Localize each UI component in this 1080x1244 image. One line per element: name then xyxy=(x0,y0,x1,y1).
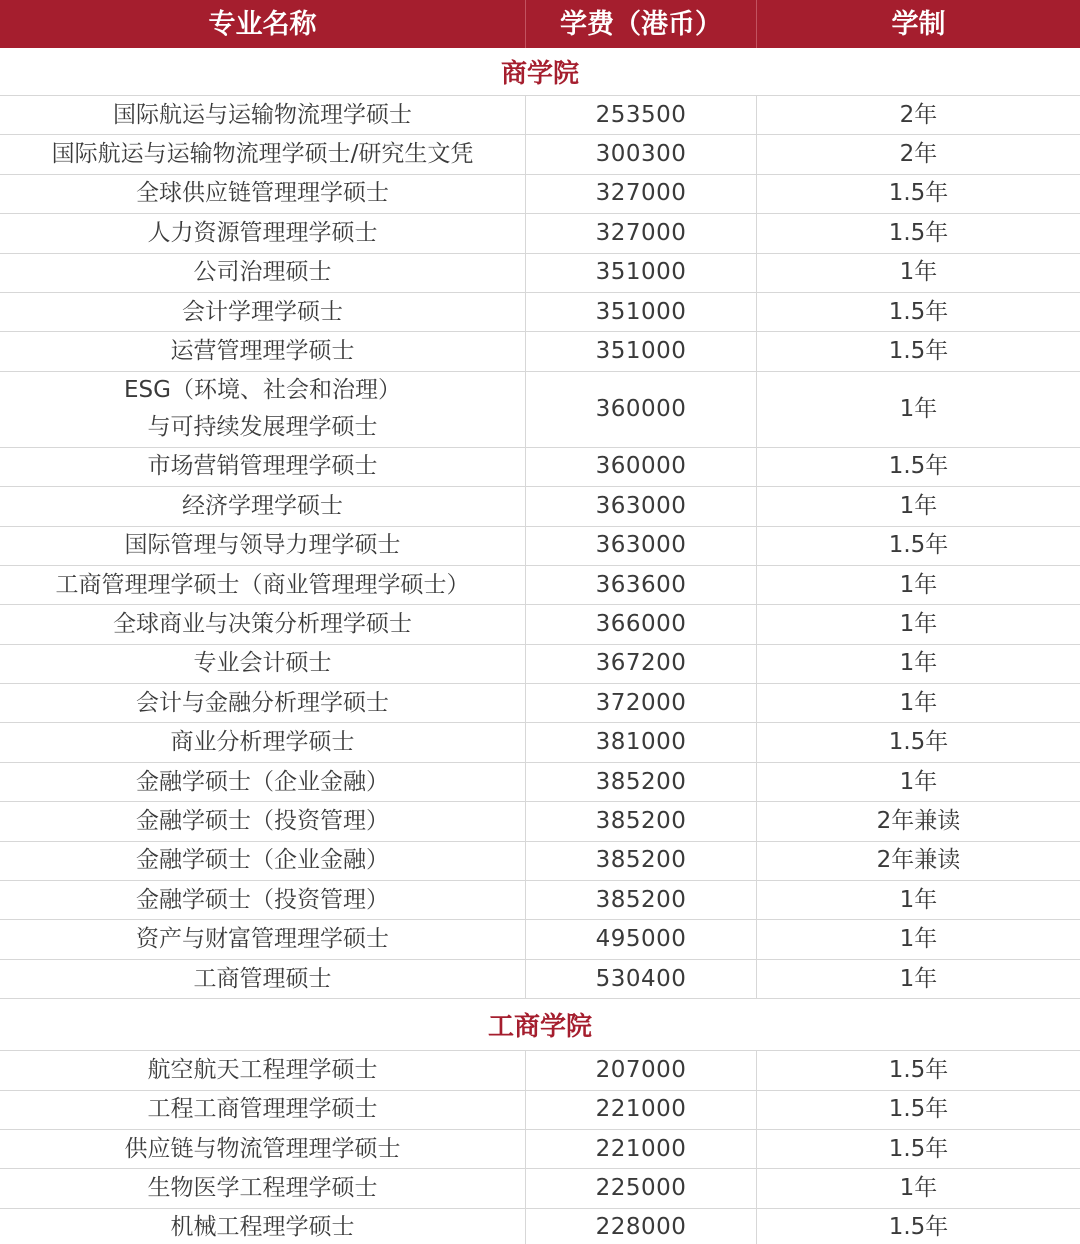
duration-cell: 1.5年 xyxy=(888,219,949,246)
program-name-cell: 经济学理学硕士 xyxy=(0,487,526,525)
table-row xyxy=(0,605,1080,644)
program-name-cell: 公司治理硕士 xyxy=(0,254,526,292)
program-name-cell: 机械工程理学硕士 xyxy=(0,1209,526,1244)
duration-cell: 1.5年 xyxy=(888,453,949,480)
duration-cell: 1年 xyxy=(899,571,938,598)
duration-cell: 1.5年 xyxy=(888,1135,949,1162)
program-name-cell: 会计学理学硕士 xyxy=(0,293,526,331)
tuition-fee-cell: 228000 xyxy=(526,1209,757,1244)
table-row xyxy=(0,332,1080,371)
tuition-fee-cell: 367200 xyxy=(526,645,757,683)
program-name-cell: 全球供应链管理理学硕士 xyxy=(0,175,526,213)
table-row xyxy=(0,293,1080,332)
duration-cell: 1年 xyxy=(899,492,938,519)
program-name-cell: 金融学硕士（企业金融） xyxy=(0,763,526,801)
table-row xyxy=(0,842,1080,881)
program-name-cell: 全球商业与决策分析理学硕士 xyxy=(0,605,526,643)
tuition-fee-cell: 360000 xyxy=(526,448,757,486)
tuition-fee-cell: 253500 xyxy=(526,96,757,134)
duration-cell: 1年 xyxy=(899,965,938,992)
duration-cell: 2年 xyxy=(899,101,938,128)
duration-cell: 1年 xyxy=(899,768,938,795)
program-name-cell: 工商管理理学硕士（商业管理理学硕士） xyxy=(0,566,526,604)
duration-cell: 1.5年 xyxy=(888,1214,949,1241)
duration-cell: 1年 xyxy=(899,886,938,913)
header-tuition-fee: 学费（港币） xyxy=(526,0,757,48)
tuition-fee-cell: 363000 xyxy=(526,527,757,565)
tuition-fee-cell: 327000 xyxy=(526,214,757,252)
table-row xyxy=(0,135,1080,174)
table-row xyxy=(0,1169,1080,1208)
table-row xyxy=(0,723,1080,762)
tuition-fee-cell: 385200 xyxy=(526,763,757,801)
tuition-fee-cell: 221000 xyxy=(526,1091,757,1129)
table-row xyxy=(0,1130,1080,1169)
tuition-fee-cell: 225000 xyxy=(526,1169,757,1207)
duration-cell: 1.5年 xyxy=(888,1056,949,1083)
table-row xyxy=(0,881,1080,920)
program-name-cell xyxy=(0,372,526,447)
table-header xyxy=(0,0,1080,48)
table-row xyxy=(0,448,1080,487)
tuition-fee-cell: 351000 xyxy=(526,293,757,331)
program-name-cell: 人力资源管理理学硕士 xyxy=(0,214,526,252)
tuition-fee-cell: 385200 xyxy=(526,842,757,880)
table-row xyxy=(0,96,1080,135)
duration-cell: 1.5年 xyxy=(888,1096,949,1123)
section-title: 商学院 xyxy=(0,48,1080,96)
table-row xyxy=(0,684,1080,723)
table-row xyxy=(0,763,1080,802)
duration-cell: 1.5年 xyxy=(888,532,949,559)
program-name-cell: 生物医学工程理学硕士 xyxy=(0,1169,526,1207)
table-row xyxy=(0,645,1080,684)
duration-cell: 1.5年 xyxy=(888,729,949,756)
tuition-fee-cell: 366000 xyxy=(526,605,757,643)
duration-cell: 1年 xyxy=(899,395,938,422)
tuition-fee-cell: 385200 xyxy=(526,802,757,840)
header-duration: 学制 xyxy=(891,8,946,40)
table-row xyxy=(0,1209,1080,1244)
duration-cell: 1年 xyxy=(899,689,938,716)
table-row xyxy=(0,487,1080,526)
tuition-fee-cell: 363000 xyxy=(526,487,757,525)
table-body xyxy=(0,48,1080,1244)
tuition-fee-cell: 363600 xyxy=(526,566,757,604)
duration-cell: 1年 xyxy=(899,610,938,637)
tuition-fee-cell: 300300 xyxy=(526,135,757,173)
program-name-cell: 金融学硕士（企业金融） xyxy=(0,842,526,880)
duration-cell: 2年兼读 xyxy=(876,807,961,834)
tuition-fee-cell: 495000 xyxy=(526,920,757,958)
program-name-cell: 运营管理理学硕士 xyxy=(0,332,526,370)
program-name-cell: 金融学硕士（投资管理） xyxy=(0,802,526,840)
program-name-cell: 市场营销管理理学硕士 xyxy=(0,448,526,486)
program-name-cell: 工商管理硕士 xyxy=(0,960,526,998)
program-name-cell: 国际管理与领导力理学硕士 xyxy=(0,527,526,565)
tuition-fee-cell: 327000 xyxy=(526,175,757,213)
program-name-cell: 供应链与物流管理理学硕士 xyxy=(0,1130,526,1168)
tuition-fee-cell: 351000 xyxy=(526,254,757,292)
table-row xyxy=(0,920,1080,959)
table-row xyxy=(0,1091,1080,1130)
table-row xyxy=(0,254,1080,293)
table-row xyxy=(0,802,1080,841)
program-name-line1: ESG（环境、社会和治理） xyxy=(124,377,401,404)
duration-cell: 1年 xyxy=(899,926,938,953)
duration-cell: 2年 xyxy=(899,141,938,168)
tuition-fee-cell: 360000 xyxy=(526,372,757,447)
program-name-cell: 国际航运与运输物流理学硕士 xyxy=(0,96,526,134)
program-name-cell: 资产与财富管理理学硕士 xyxy=(0,920,526,958)
duration-cell: 2年兼读 xyxy=(876,847,961,874)
tuition-fee-cell: 381000 xyxy=(526,723,757,761)
tuition-fee-cell: 221000 xyxy=(526,1130,757,1168)
table-row xyxy=(0,960,1080,999)
duration-cell: 1年 xyxy=(899,650,938,677)
table-row xyxy=(0,372,1080,448)
program-name-line2: 与可持续发展理学硕士 xyxy=(147,414,378,441)
table-row xyxy=(0,175,1080,214)
table-row xyxy=(0,566,1080,605)
program-name-cell: 会计与金融分析理学硕士 xyxy=(0,684,526,722)
duration-cell: 1年 xyxy=(899,1175,938,1202)
program-name-cell: 商业分析理学硕士 xyxy=(0,723,526,761)
table-row xyxy=(0,527,1080,566)
program-name-cell: 金融学硕士（投资管理） xyxy=(0,881,526,919)
table-row xyxy=(0,214,1080,253)
duration-cell: 1.5年 xyxy=(888,338,949,365)
tuition-fee-cell: 351000 xyxy=(526,332,757,370)
header-program-name: 专业名称 xyxy=(0,0,526,48)
tuition-fee-cell: 530400 xyxy=(526,960,757,998)
duration-cell: 1年 xyxy=(899,259,938,286)
duration-cell: 1.5年 xyxy=(888,180,949,207)
duration-cell: 1.5年 xyxy=(888,298,949,325)
tuition-fee-cell: 385200 xyxy=(526,881,757,919)
section-title: 工商学院 xyxy=(0,999,1080,1051)
tuition-fee-cell: 372000 xyxy=(526,684,757,722)
program-name-cell: 航空航天工程理学硕士 xyxy=(0,1051,526,1089)
program-name-cell: 工程工商管理理学硕士 xyxy=(0,1091,526,1129)
program-name-cell: 国际航运与运输物流理学硕士/研究生文凭 xyxy=(0,135,526,173)
program-name-cell: 专业会计硕士 xyxy=(0,645,526,683)
table-row xyxy=(0,1051,1080,1090)
tuition-fee-cell: 207000 xyxy=(526,1051,757,1089)
